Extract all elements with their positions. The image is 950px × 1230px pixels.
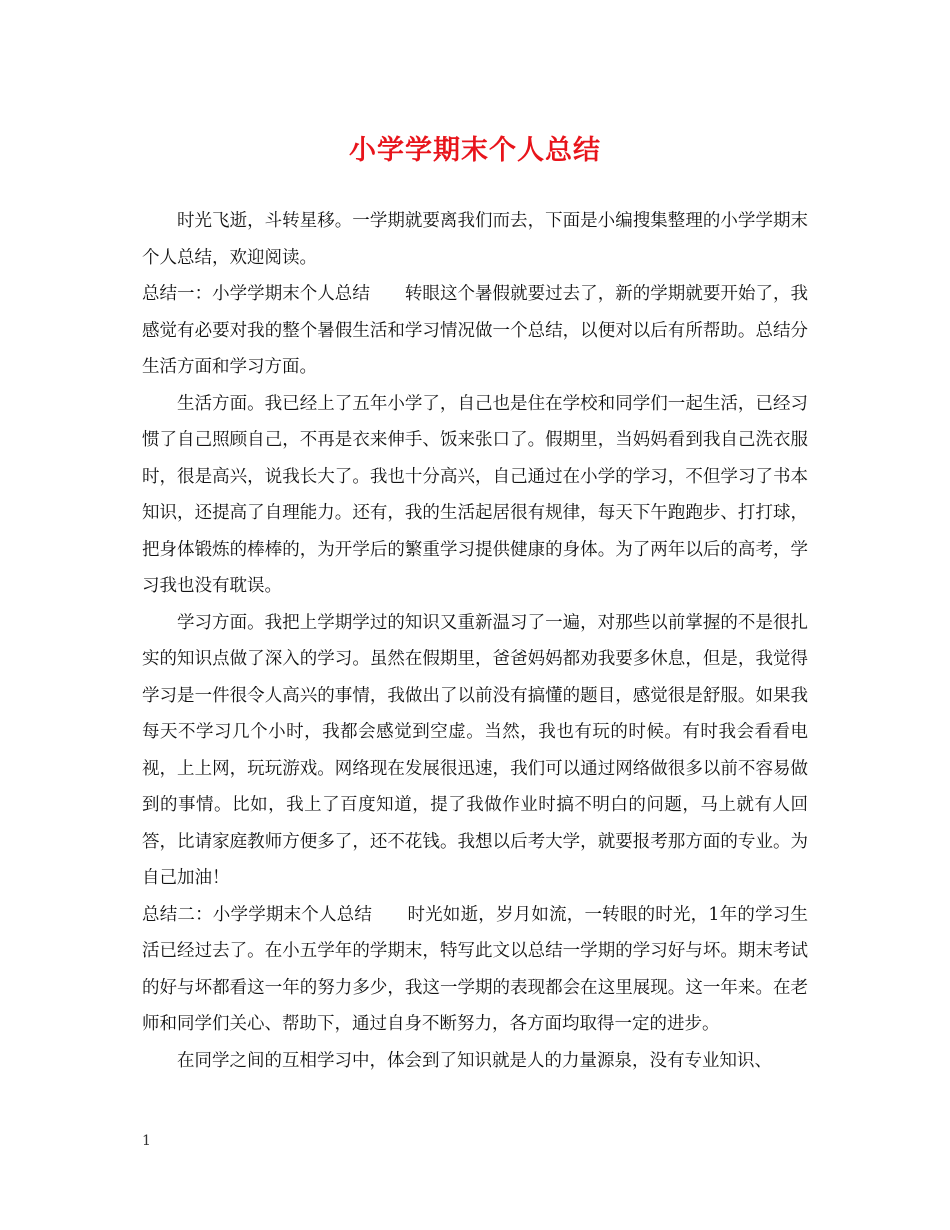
page-number: 1 (142, 1133, 151, 1149)
paragraph-classmates: 在同学之间的互相学习中，体会到了知识就是人的力量源泉，没有专业知识、 (177, 1050, 772, 1071)
document-body (142, 203, 808, 1079)
paragraph-intro: 时光飞逝，斗转星移。一学期就要离我们而去，下面是小编搜集整理的小学学期末个人总结，欢迎阅读。 (142, 211, 808, 268)
document-title: 小学学期末个人总结 (349, 135, 601, 166)
paragraph-life: 生活方面。我已经上了五年小学了，自己也是住在学校和同学们一起生活，已经习惯了自己照顾自己，不再是衣来伸手、饭来张口了。假期里，当妈妈看到我自己洗衣服时，很是高兴，说我长大了。我也十分高兴，自己通过在小学的学习，不但学习了书本知识，还提高了自理能力。还有，我的生活起居很有规律，每天下午跑跑步、打打球，把身体锻炼的棒棒的，为开学后的繁重学习提供健康的身体。为了两年以后的高考，学习我也没有耽误。 (142, 393, 808, 596)
paragraph-summary-one: 总结一：小学学期末个人总结 转眼这个暑假就要过去了，新的学期就要开始了，我感觉有必要对我的整个暑假生活和学习情况做一个总结，以便对以后有所帮助。总结分生活方面和学习方面。 (142, 284, 808, 377)
paragraph-summary-two: 总结二：小学学期末个人总结 时光如逝，岁月如流，一转眼的时光，1年的学习生活已经过去了。在小五学年的学期末，特写此文以总结一学期的学习好与坏。期末考试的好与坏都看这一年的努力多少，我这一学期的表现都会在这里展现。这一年来。在老师和同学们关心、帮助下，通过自身不断努力，各方面均取得一定的进步。 (142, 904, 808, 1034)
paragraph-study: 学习方面。我把上学期学过的知识又重新温习了一遍，对那些以前掌握的不是很扎实的知识点做了深入的学习。虽然在假期里，爸爸妈妈都劝我要多休息，但是，我觉得学习是一件很令人高兴的事情，我做出了以前没有搞懂的题目，感觉很是舒服。如果我每天不学习几个小时，我都会感觉到空虚。当然，我也有玩的时候。有时我会看看电视，上上网，玩玩游戏。网络现在发展很迅速，我们可以通过网络做很多以前不容易做到的事情。比如，我上了百度知道，提了我做作业时搞不明白的问题，马上就有人回答，比请家庭教师方便多了，还不花钱。我想以后考大学，就要报考那方面的专业。为自己加油！ (142, 612, 808, 888)
